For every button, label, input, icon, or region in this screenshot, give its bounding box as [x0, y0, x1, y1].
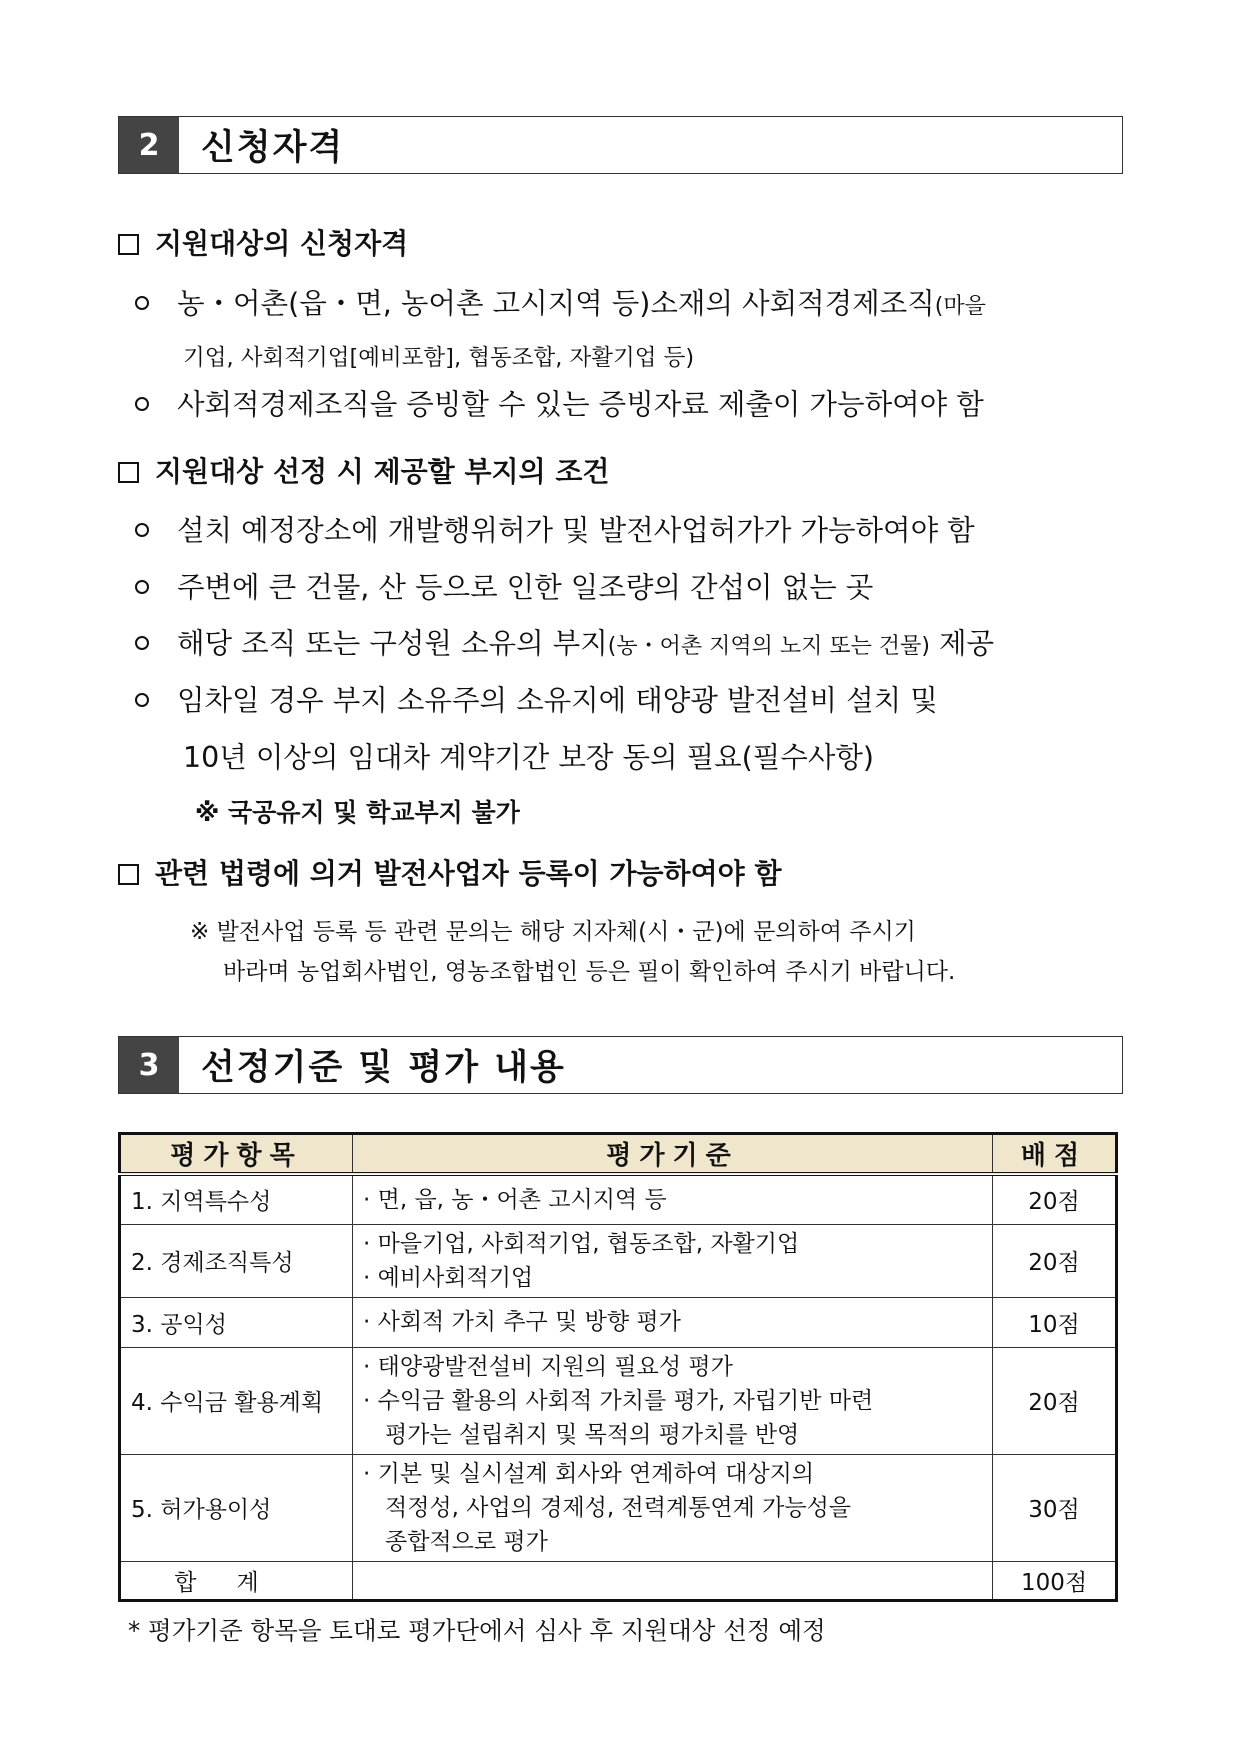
row-criteria — [353, 1174, 993, 1224]
table-row — [120, 1454, 1117, 1561]
criteria-line: · 기본 및 실시설계 회사와 연계하여 대상지의 — [363, 1460, 815, 1487]
bullet-continuation: 10년 이상의 임대차 계약기간 보장 동의 필요(필수사항) — [183, 741, 875, 774]
table-header-row — [120, 1134, 1117, 1175]
bullet-small-text: (마을 — [934, 294, 986, 319]
subheading-site-conditions — [118, 450, 609, 490]
bullet-text-end: 제공 — [929, 627, 995, 660]
circle-bullet-icon — [135, 296, 149, 310]
square-bullet-icon — [118, 234, 139, 255]
section-number: 3 — [119, 1037, 179, 1093]
bullet-line — [135, 508, 975, 549]
note-public-land: ※ 국공유지 및 학교부지 불가 — [195, 798, 520, 827]
bullet-line — [135, 382, 984, 423]
circle-bullet-icon — [135, 636, 149, 650]
table-row — [120, 1174, 1117, 1224]
bullet-text: 농・어촌(읍・면, 농어촌 고시지역 등)소재의 사회적경제조직 — [177, 287, 935, 320]
criteria-line: · 예비사회적기업 — [363, 1264, 534, 1291]
row-criteria — [353, 1347, 993, 1454]
row-score: 30점 — [993, 1454, 1117, 1561]
section-2-header — [118, 116, 1123, 174]
subheading-text: 지원대상의 신청자격 — [155, 227, 409, 260]
note-line: ※ 발전사업 등록 등 관련 문의는 해당 지자체(시・군)에 문의하여 주시기 — [190, 919, 916, 945]
square-bullet-icon — [118, 864, 139, 885]
header-score: 배점 — [993, 1134, 1117, 1175]
bullet-line — [135, 678, 938, 719]
row-item: 4. 수익금 활용계획 — [120, 1347, 353, 1454]
circle-bullet-icon — [135, 523, 149, 537]
evaluation-table — [118, 1132, 1118, 1602]
row-item: 1. 지역특수성 — [120, 1174, 353, 1224]
criteria-line: · 마을기업, 사회적기업, 협동조합, 자활기업 — [363, 1230, 800, 1257]
total-criteria-empty — [353, 1561, 993, 1600]
bullet-line — [135, 281, 986, 322]
bullet-text: 해당 조직 또는 구성원 소유의 부지 — [177, 627, 608, 660]
bullet-small-text: (농・어촌 지역의 노지 또는 건물) — [607, 634, 930, 659]
total-label: 합계 — [120, 1561, 353, 1600]
header-item: 평가항목 — [120, 1134, 353, 1175]
row-item: 2. 경제조직특성 — [120, 1224, 353, 1297]
bullet-text: 임차일 경우 부지 소유주의 소유지에 태양광 발전설비 설치 및 — [177, 684, 938, 717]
subheading-eligibility — [118, 222, 408, 262]
table-total-row — [120, 1561, 1117, 1600]
row-criteria — [353, 1297, 993, 1347]
bullet-text: 사회적경제조직을 증빙할 수 있는 증빙자료 제출이 가능하여야 함 — [177, 388, 984, 421]
row-score: 20점 — [993, 1174, 1117, 1224]
table-row — [120, 1224, 1117, 1297]
table-row — [120, 1297, 1117, 1347]
criteria-line: · 수익금 활용의 사회적 가치를 평가, 자립기반 마련 — [363, 1387, 874, 1414]
note-line: 바라며 농업회사법인, 영농조합법인 등은 필이 확인하여 주시기 바랍니다. — [223, 959, 956, 985]
bullet-continuation: 기업, 사회적기업[예비포함], 협동조합, 자활기업 등) — [183, 345, 695, 371]
header-criteria: 평가기준 — [353, 1134, 993, 1175]
total-score: 100점 — [993, 1561, 1117, 1600]
square-bullet-icon — [118, 462, 139, 483]
row-item: 3. 공익성 — [120, 1297, 353, 1347]
row-criteria — [353, 1224, 993, 1297]
criteria-line: 평가는 설립취지 및 목적의 평가치를 반영 — [385, 1421, 800, 1448]
section-number: 2 — [119, 117, 179, 173]
table-row — [120, 1347, 1117, 1454]
circle-bullet-icon — [135, 580, 149, 594]
footnote: * 평가기준 항목을 토대로 평가단에서 심사 후 지원대상 선정 예정 — [128, 1616, 826, 1645]
bullet-text: 설치 예정장소에 개발행위허가 및 발전사업허가가 가능하여야 함 — [177, 514, 975, 547]
criteria-line: · 사회적 가치 추구 및 방향 평가 — [363, 1309, 681, 1335]
criteria-line: 종합적으로 평가 — [385, 1528, 548, 1555]
subheading-registration — [118, 852, 782, 892]
circle-bullet-icon — [135, 397, 149, 411]
criteria-line: · 태양광발전설비 지원의 필요성 평가 — [363, 1353, 733, 1380]
criteria-line: 적정성, 사업의 경제성, 전력계통연계 가능성을 — [385, 1494, 852, 1521]
section-title: 신청자격 — [201, 128, 345, 168]
bullet-line — [135, 621, 994, 662]
subheading-text: 지원대상 선정 시 제공할 부지의 조건 — [155, 455, 610, 488]
bullet-text: 주변에 큰 건물, 산 등으로 인한 일조량의 간섭이 없는 곳 — [177, 571, 874, 604]
circle-bullet-icon — [135, 693, 149, 707]
row-score: 20점 — [993, 1224, 1117, 1297]
row-item: 5. 허가용이성 — [120, 1454, 353, 1561]
row-score: 20점 — [993, 1347, 1117, 1454]
criteria-line: · 면, 읍, 농・어촌 고시지역 등 — [363, 1186, 667, 1213]
row-score: 10점 — [993, 1297, 1117, 1347]
section-title: 선정기준 및 평가 내용 — [201, 1048, 566, 1088]
row-criteria — [353, 1454, 993, 1561]
section-3-header — [118, 1036, 1123, 1094]
subheading-text: 관련 법령에 의거 발전사업자 등록이 가능하여야 함 — [155, 857, 782, 890]
bullet-line — [135, 565, 873, 606]
